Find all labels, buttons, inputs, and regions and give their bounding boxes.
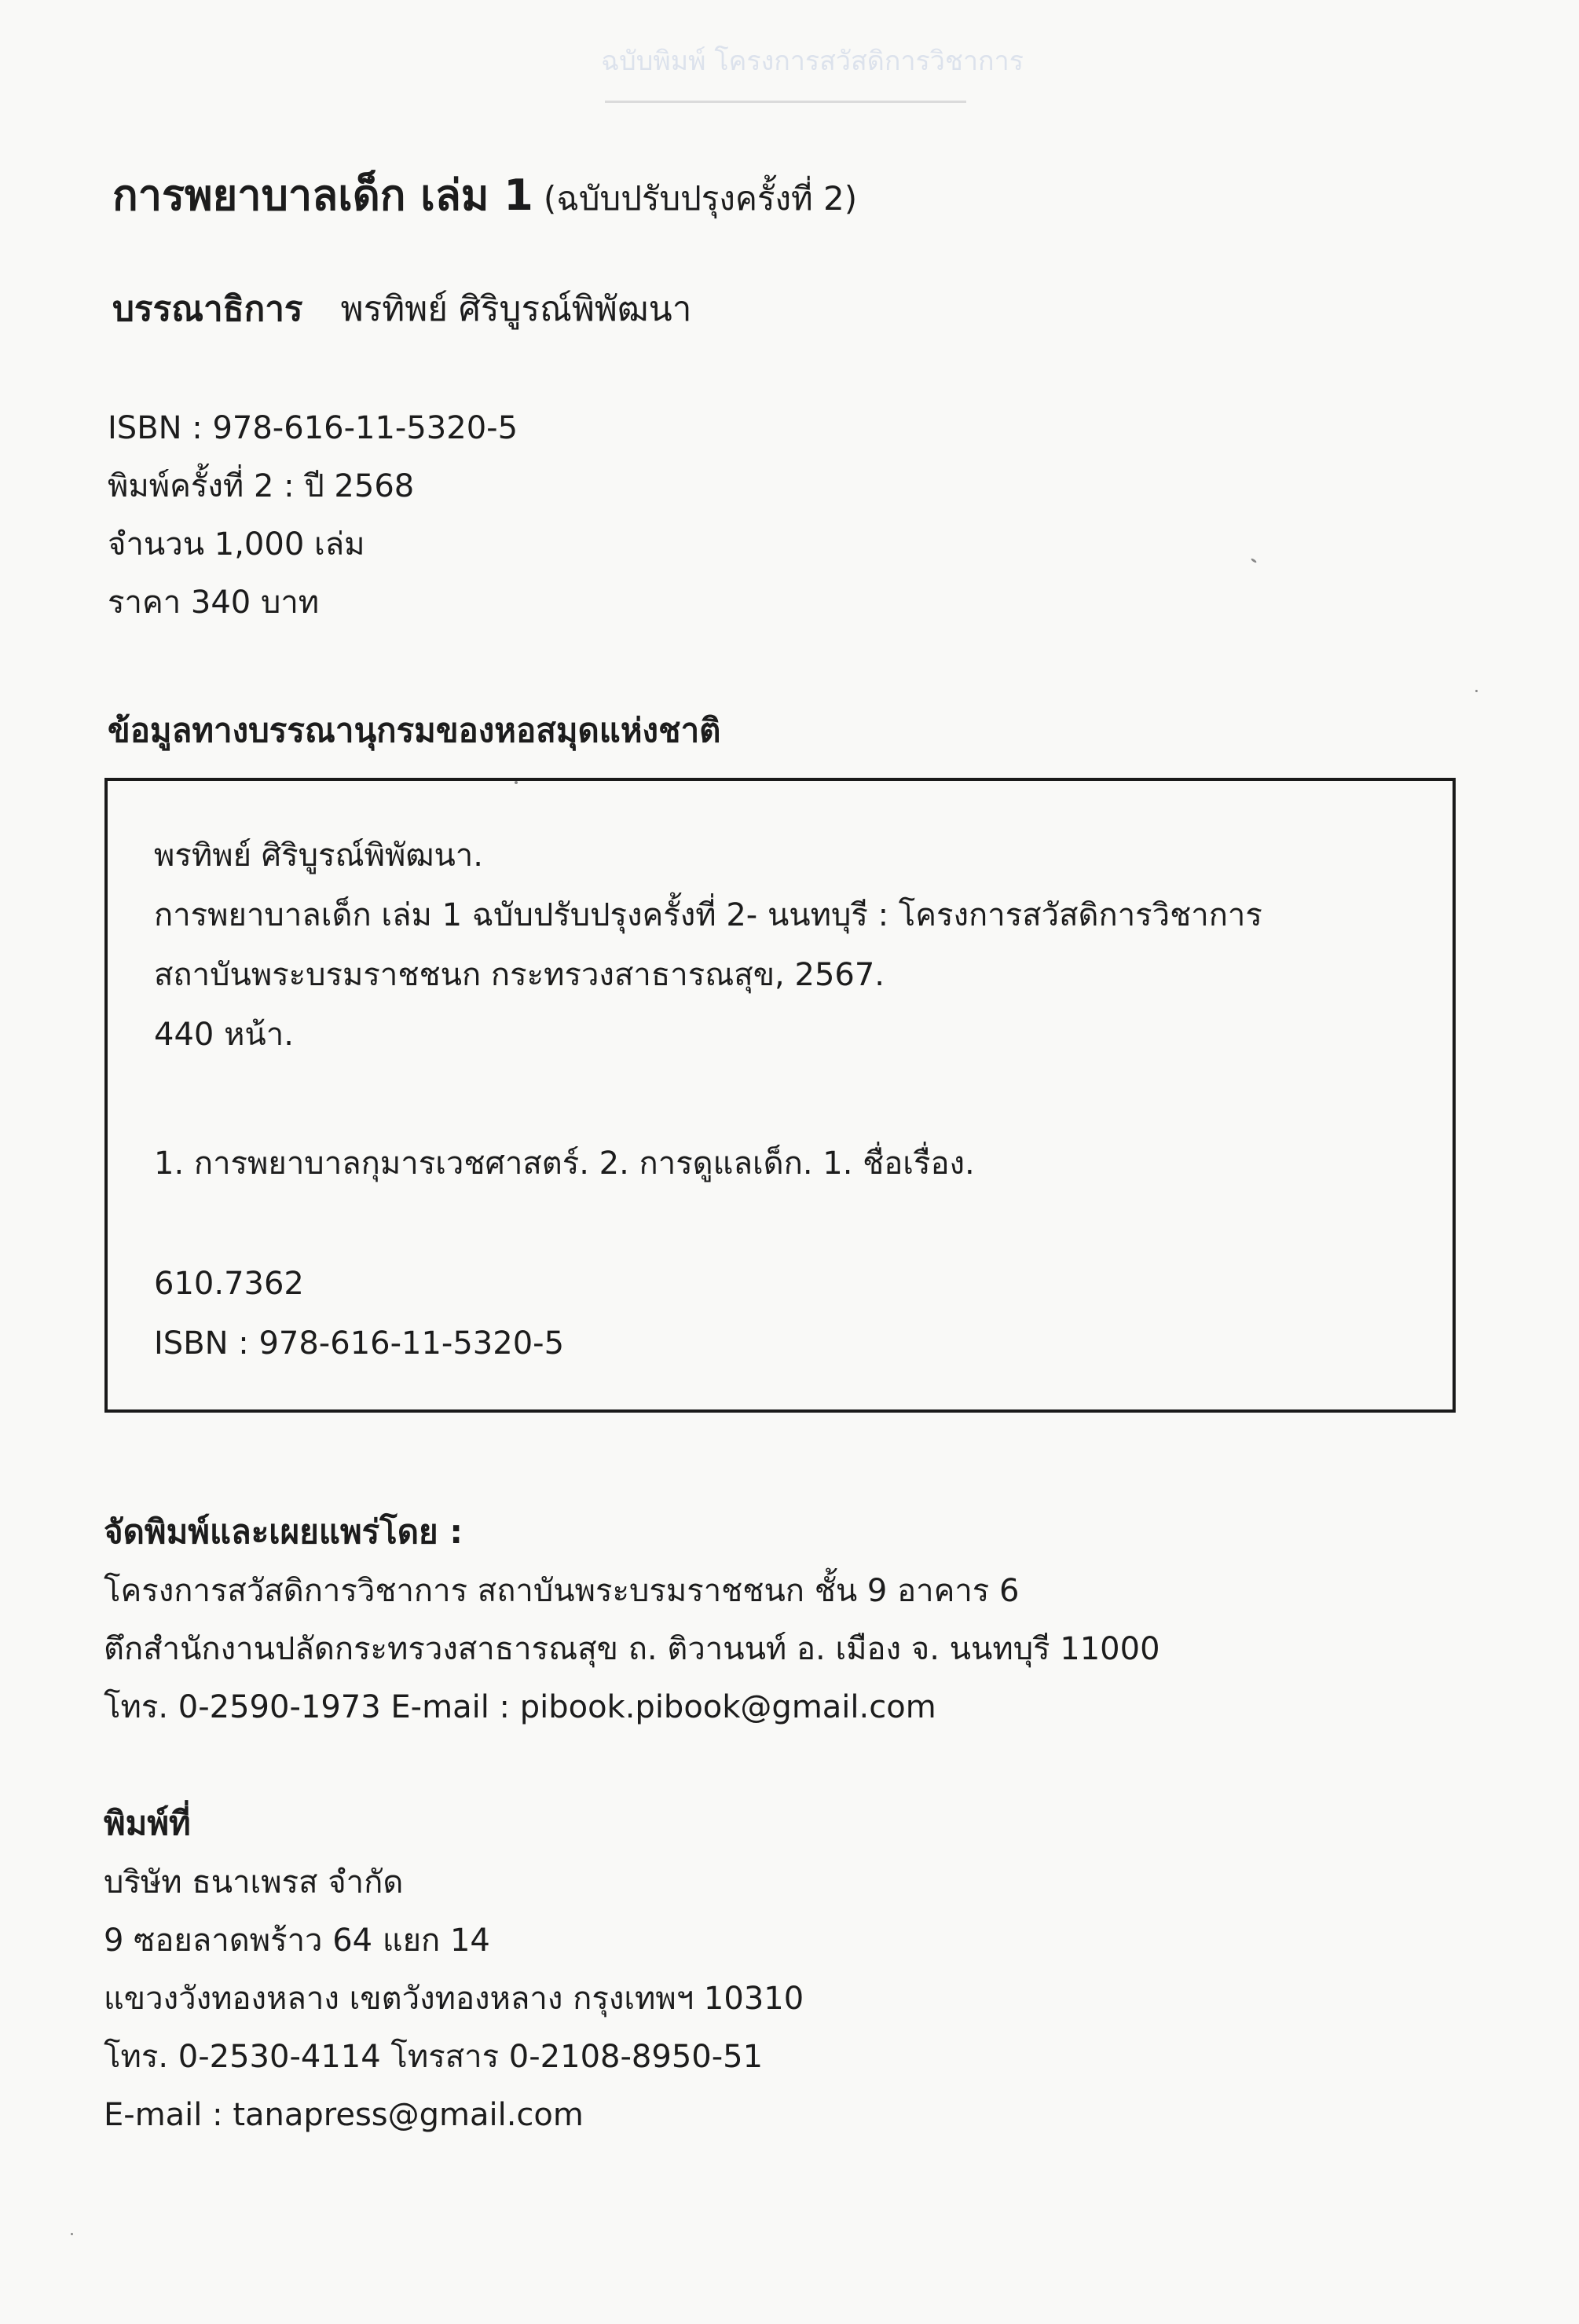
- printer-line-2: 9 ซอยลาดพร้าว 64 แยก 14: [104, 1923, 490, 1959]
- cip-record-box: [104, 778, 1456, 1413]
- header-rule: [605, 101, 966, 103]
- printer-phone: โทร. 0-2530-4114 โทรสาร 0-2108-8950-51: [104, 2039, 764, 2075]
- book-title: [112, 161, 857, 229]
- scan-speck: [1251, 558, 1257, 563]
- edition-text: พิมพ์ครั้งที่ 2 : ปี 2568: [108, 468, 415, 504]
- publisher-line-2: ตึกสำนักงานปลัดกระทรวงสาธารณสุข ถ. ติวานนท์ อ. เมือง จ. นนทบุรี 11000: [104, 1631, 1160, 1667]
- scan-speck: [71, 2233, 73, 2235]
- cip-heading: ข้อมูลทางบรรณานุกรมของหอสมุดแห่งชาติ: [108, 711, 721, 750]
- editor-label: บรรณาธิการ: [112, 289, 303, 329]
- cip-isbn: ISBN : 978-616-11-5320-5: [154, 1325, 565, 1362]
- price-text: ราคา 340 บาท: [108, 585, 320, 621]
- publisher-line-1: โครงการสวัสดิการวิชาการ สถาบันพระบรมราชชนก ชั้น 9 อาคาร 6: [104, 1573, 1020, 1609]
- scan-speck: [515, 781, 518, 784]
- publication-details: [108, 399, 518, 632]
- book-title-edition: (ฉบับปรับปรุงครั้งที่ 2): [543, 179, 858, 218]
- cip-title-line-1: การพยาบาลเด็ก เล่ม 1 ฉบับปรับปรุงครั้งที่ 2- นนทบุรี : โครงการสวัสดิการวิชาการ: [154, 897, 1262, 933]
- cip-classification: 610.7362: [154, 1266, 304, 1302]
- cip-author: พรทิพย์ ศิริบูรณ์พิพัฒนา.: [154, 838, 483, 874]
- publisher-contact: โทร. 0-2590-1973 E-mail : pibook.pibook@gmail.com: [104, 1689, 936, 1725]
- cip-title-line-2: สถาบันพระบรมราชชนก กระทรวงสาธารณสุข, 2567.: [154, 957, 885, 993]
- isbn-text: ISBN : 978-616-11-5320-5: [108, 410, 518, 446]
- editor-name: พรทิพย์ ศิริบูรณ์พิพัฒนา: [340, 289, 692, 329]
- cip-subjects: 1. การพยาบาลกุมารเวชศาสตร์. 2. การดูแลเด็ก. 1. ชื่อเรื่อง.: [154, 1146, 975, 1182]
- editor-line: [112, 281, 691, 336]
- printer-line-1: บริษัท ธนาเพรส จำกัด: [104, 1864, 404, 1901]
- scan-speck: [1475, 690, 1478, 692]
- publisher-heading: จัดพิมพ์และเผยแพร่โดย :: [104, 1512, 463, 1551]
- bleed-through-header: ฉบับพิมพ์ โครงการสวัสดิการวิชาการ: [601, 46, 1024, 77]
- printer-heading: พิมพ์ที่: [104, 1804, 191, 1842]
- printer-email: E-mail : tanapress@gmail.com: [104, 2097, 584, 2133]
- publisher-address: [104, 1562, 1160, 1736]
- copies-text: จำนวน 1,000 เล่ม: [108, 526, 365, 563]
- cip-pages: 440 หน้า.: [154, 1017, 294, 1053]
- book-title-main: การพยาบาลเด็ก เล่ม 1: [112, 170, 533, 220]
- printer-line-3: แขวงวังทองหลาง เขตวังทองหลาง กรุงเทพฯ 10310: [104, 1981, 804, 2017]
- printer-address: [104, 1853, 804, 2144]
